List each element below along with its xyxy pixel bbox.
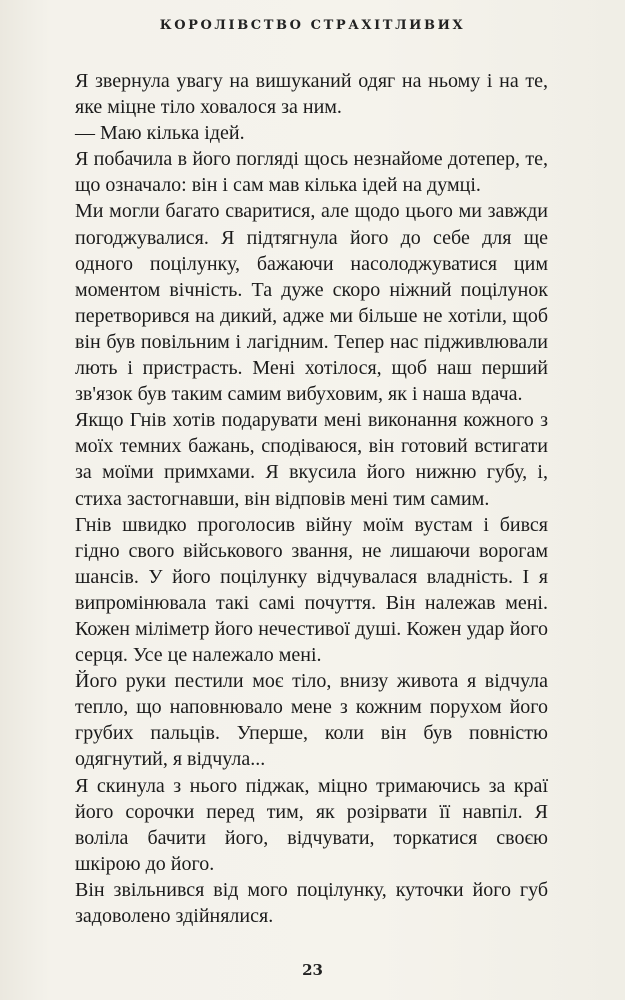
body-text: [75, 68, 548, 929]
paragraph: Ми могли багато сваритися, але щодо цього ми завжди погоджувалися. Я підтягнула його до себе для ще одного поцілунку, бажаючи насолоджуватися цим моментом вічність. Та дуже скоро ніжний поцілунок перетворився на дикий, адже ми більше не хотіли, щоб він був повільним і лагідним. Тепер нас підживлювали лють і пристрасть. Мені хотілося, щоб наш перший зв'язок був таким самим вибуховим, як і наша вдача.: [75, 200, 548, 406]
paragraph: — Маю кілька ідей.: [75, 122, 245, 145]
paragraph: Гнів швидко проголосив війну моїм вустам і бився гідно свого військового звання, не лишаючи ворогам шансів. У його поцілунку відчувалася владність. І я випромінювала такі самі почуття. Він належав мені. Кожен міліметр його нечестивої душі. Кожен удар його серця. Усе це належало мені.: [75, 513, 548, 667]
paragraph: Він звільнився від мого поцілунку, куточки його губ задоволено здійнялися.: [75, 878, 548, 927]
paragraph: Я звернула увагу на вишуканий одяг на ньому і на те, яке міцне тіло ховалося за ним.: [75, 70, 548, 119]
running-header: КОРОЛІВСТВО СТРАХІТЛИВИХ: [159, 18, 466, 33]
paragraph: Його руки пестили моє тіло, внизу живота я відчула тепло, що наповнювало мене з кожним порухом його грубих пальців. Уперше, коли він був повністю одягнутий, я відчула...: [75, 670, 548, 771]
paragraph: Якщо Гнів хотів подарувати мені виконання кожного з моїх темних бажань, сподіваюся, він готовий встигати за моїми примхами. Я вкусила його нижню губу, і, стиха застогнавши, він відповів мені тим самим.: [75, 409, 548, 510]
paragraph: Я побачила в його погляді щось незнайоме дотепер, те, що означало: він і сам мав кілька ідей на думці.: [75, 148, 548, 197]
page-number: 23: [302, 961, 323, 979]
paragraph: Я скинула з нього піджак, міцно тримаючись за краї його сорочки перед тим, як розірвати її навпіл. Я воліла бачити його, відчувати, торкатися своєю шкірою до його.: [75, 774, 548, 875]
